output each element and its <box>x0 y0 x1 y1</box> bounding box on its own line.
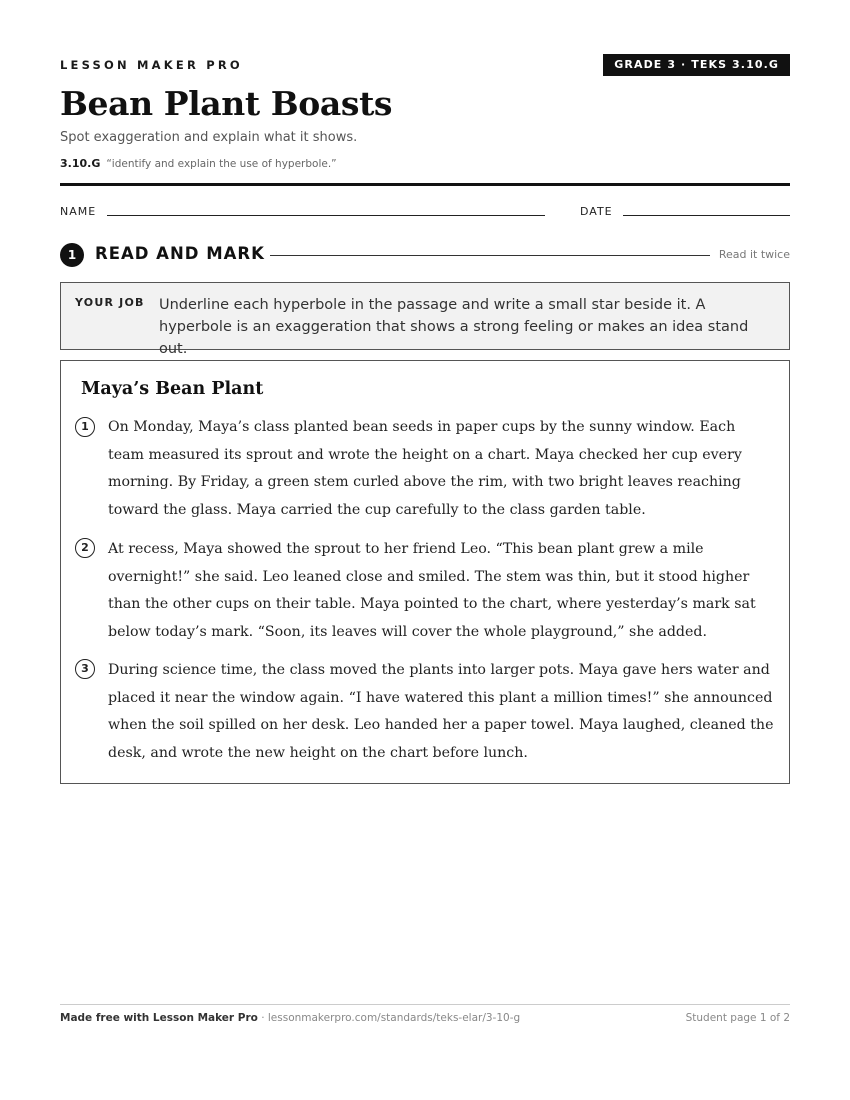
page-title: Bean Plant Boasts <box>60 84 393 123</box>
passage-title: Maya’s Bean Plant <box>81 379 264 399</box>
instructions-label: YOUR JOB <box>75 296 145 309</box>
standard-code: 3.10.G <box>60 157 101 170</box>
footer-made: Made free with Lesson Maker Pro <box>60 1012 258 1024</box>
page-subtitle: Spot exaggeration and explain what it shows. <box>60 130 358 145</box>
section-hint: Read it twice <box>718 248 790 261</box>
footer-page-number: Student page 1 of 2 <box>685 1012 790 1024</box>
footer-url[interactable]: · lessonmakerpro.com/standards/teks-elar/3-10-g <box>257 1012 521 1024</box>
instructions-text: Underline each hyperbole in the passage and write a small star beside it. A hyperbole is an exaggeration that shows a strong feeling or makes an idea stand out. <box>159 297 749 357</box>
paragraph-1: On Monday, Maya’s class planted bean seeds in paper cups by the sunny window. Each team measured its sprout and wrote the height on a chart. Maya checked her cup every morning. By Friday, a green stem curled above the rim, with two bright leaves reaching toward the glass. Maya carried the cup carefully to the class garden table. <box>108 419 742 518</box>
worksheet-page <box>60 0 790 1100</box>
name-field[interactable] <box>107 215 545 216</box>
name-label: NAME <box>60 205 97 218</box>
section-number-badge: 1 <box>60 243 84 267</box>
paragraph-3: During science time, the class moved the plants into larger pots. Maya gave hers water and placed it near the window again. “I have watered this plant a million times!” she announced when the soil spilled on her desk. Leo handed her a paper towel. Maya laughed, cleaned the desk, and wrote the new height on the chart before lunch. <box>108 662 774 761</box>
footer-divider <box>60 1004 790 1005</box>
section-divider <box>270 255 710 256</box>
grade-standard-badge: GRADE 3 · TEKS 3.10.G <box>603 54 790 76</box>
standard-line <box>60 157 337 170</box>
section-title: READ AND MARK <box>95 244 265 263</box>
header-divider <box>60 183 790 186</box>
paragraph-number-1: 1 <box>75 417 95 437</box>
paragraph-number-2: 2 <box>75 538 95 558</box>
instructions-box <box>60 282 790 357</box>
brand-name: LESSON MAKER PRO <box>60 58 243 72</box>
standard-text: “identify and explain the use of hyperbole.” <box>106 158 337 170</box>
footer-credit <box>60 1012 520 1024</box>
paragraph-number-3: 3 <box>75 659 95 679</box>
date-field[interactable] <box>623 215 790 216</box>
paragraph-2: At recess, Maya showed the sprout to her friend Leo. “This bean plant grew a mile overnight!” she said. Leo leaned close and smiled. The stem was thin, but it stood higher than the other cups on their table. Maya pointed to the chart, where yesterday’s mark sat below today’s mark. “Soon, its leaves will cover the whole playground,” she added. <box>108 541 756 640</box>
passage-box <box>60 360 790 784</box>
date-label: DATE <box>580 205 613 218</box>
